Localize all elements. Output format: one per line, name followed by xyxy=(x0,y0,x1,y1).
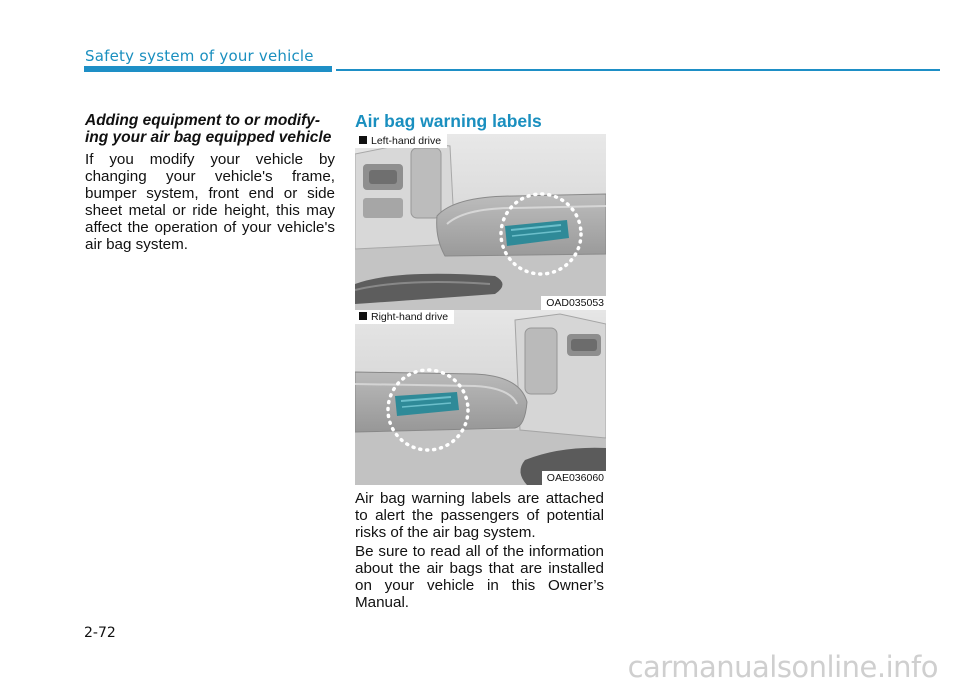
page-number: 2-72 xyxy=(84,625,116,641)
figure-label: Left-hand drive xyxy=(355,134,447,148)
airbag-labels-paragraph-2: Be sure to read all of the information about the air bags that are installed on your vehicle in this Owner’s Manual. xyxy=(355,543,604,611)
header-rule-thick xyxy=(84,66,332,72)
right-hand-drive-illustration xyxy=(355,310,606,485)
left-hand-drive-illustration xyxy=(355,134,606,310)
figure-label: Right-hand drive xyxy=(355,310,454,324)
bullet-square-icon xyxy=(359,136,367,144)
figure-left-hand-drive xyxy=(355,134,606,310)
modify-equipment-paragraph: If you modify your vehicle by changing your vehicle's frame, bumper system, front end or side sheet metal or ride height, this may affect the operation of your vehicle's air bag system. xyxy=(85,151,335,253)
airbag-labels-paragraph-1: Air bag warning labels are attached to alert the passengers of potential risks of the air bag system. xyxy=(355,490,604,541)
modify-equipment-heading: Adding equipment to or modify-ing your air bag equipped vehicle xyxy=(85,112,332,146)
section-header-title: Safety system of your vehicle xyxy=(85,47,314,65)
figure-code: OAD035053 xyxy=(541,296,606,310)
bullet-square-icon xyxy=(359,312,367,320)
airbag-labels-title: Air bag warning labels xyxy=(355,111,542,131)
watermark: carmanualsonline.info xyxy=(627,650,938,684)
figure-code: OAE036060 xyxy=(542,471,606,485)
figure-right-hand-drive xyxy=(355,310,606,485)
header-rule-thin xyxy=(336,69,940,71)
